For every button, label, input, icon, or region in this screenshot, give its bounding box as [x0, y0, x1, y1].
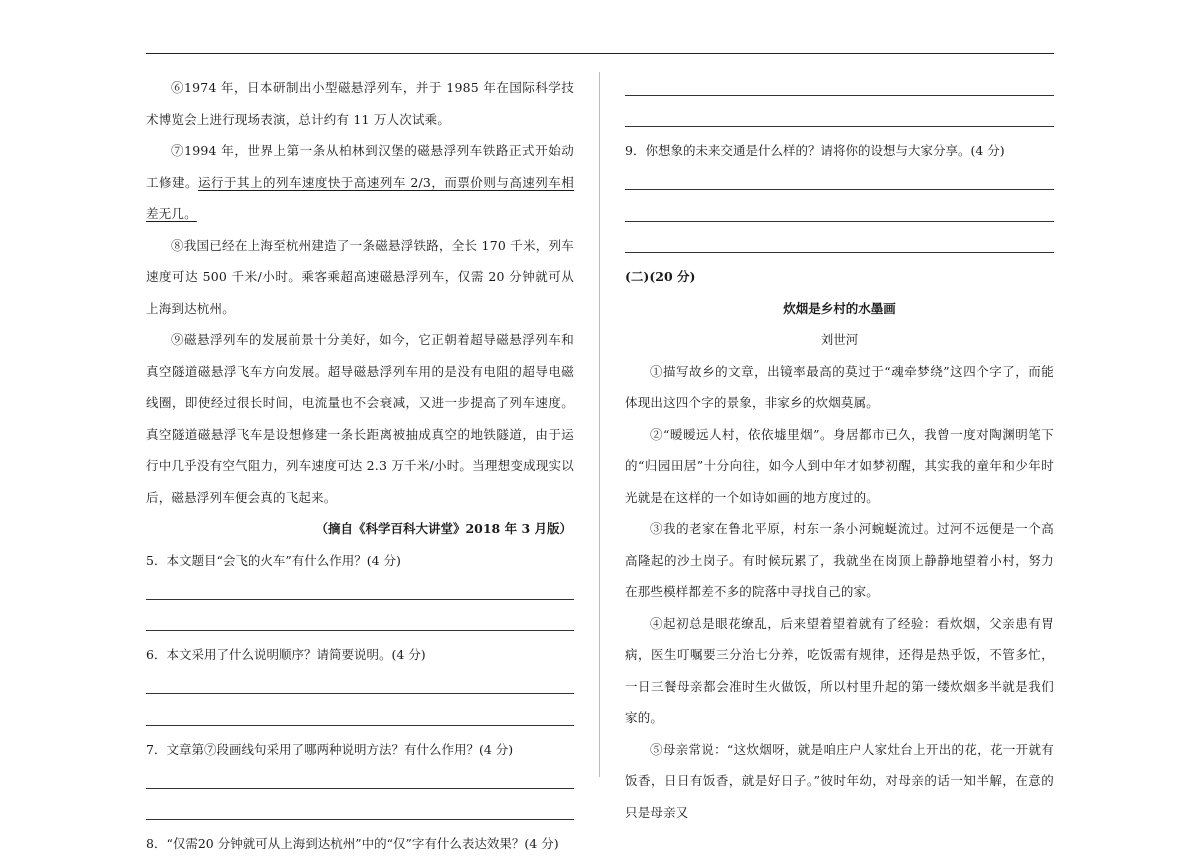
- answer-line[interactable]: [146, 576, 574, 608]
- question-9: 9．你想象的未来交通是什么样的？请将你的设想与大家分享。(4 分): [625, 143, 1005, 158]
- column-divider: [599, 72, 600, 777]
- answer-line[interactable]: [146, 765, 574, 797]
- underlined-sentence: 运行于其上的列车速度快于高速列车 2/3，而票价则与高速列车相差无几。: [146, 174, 574, 221]
- section-heading: (二)(20 分): [625, 269, 696, 284]
- question-6: 6．本文采用了什么说明顺序？请简要说明。(4 分): [146, 647, 426, 662]
- source-citation: （摘自《科学百科大讲堂》2018 年 3 月版）: [315, 521, 572, 536]
- essay-paragraph-1: ①描写故乡的文章，出镜率最高的莫过于“魂牵梦绕”这四个字了，而能体现出这四个字的景象，非家乡的炊烟莫属。: [625, 363, 1054, 410]
- question-7: 7．文章第⑦段画线句采用了哪两种说明方法？有什么作用？(4 分): [146, 741, 514, 757]
- essay-paragraph-2: ②“暧暧远人村，依依墟里烟”。身居都市已久，我曾一度对陶渊明笔下的“归园田居”十分向往，如今人到中年才如梦初醒，其实我的童年和少年时光就是在这样的一个如诗如画的地方度过的。: [625, 426, 1054, 505]
- answer-line[interactable]: [146, 608, 574, 640]
- answer-line[interactable]: [625, 72, 1054, 104]
- question-8: 8．“仅需20 分钟就可从上海到达杭州”中的“仅”字有什么表达效果？(4 分): [146, 836, 559, 851]
- answer-line[interactable]: [625, 230, 1054, 262]
- paragraph-8: ⑧我国已经在上海至杭州建造了一条磁悬浮铁路，全长 170 千米，列车速度可达 500 千米/小时。乘客乘超高速磁悬浮列车，仅需 20 分钟就可从上海到达杭州。: [146, 237, 574, 316]
- paragraph-7-lead: ⑦1994 年，世界上第一条从柏林到汉堡的磁悬浮列车铁路正式开始动工修建。: [146, 143, 574, 190]
- answer-line[interactable]: [625, 167, 1054, 199]
- paragraph-7: [146, 135, 574, 230]
- essay-paragraph-3: ③我的老家在鲁北平原，村东一条小河蜿蜒流过。过河不远便是一个高高隆起的沙土岗子。有时候玩累了，我就坐在岗顶上静静地望着小村，努力在那些模样都差不多的院落中寻找自己的家。: [625, 521, 1054, 599]
- question-5: 5．本文题目“会飞的火车”有什么作用？(4 分): [146, 552, 401, 568]
- answer-line[interactable]: [625, 104, 1054, 136]
- answer-line[interactable]: [625, 198, 1054, 230]
- paragraph-9: ⑨磁悬浮列车的发展前景十分美好，如今，它正朝着超导磁悬浮列车和真空隧道磁悬浮飞车方向发展。超导磁悬浮列车用的是没有电阻的超导电磁线圈，即使经过很长时间，电流量也不会衰减，又进一步提高了列车速度。真空隧道磁悬浮飞车是设想修建一条长距离被抽成真空的地铁隧道，由于运行中几乎没有空气阻力，列车速度可达 2.3 万千米/小时。当理想变成现实以后，磁悬浮列车便会真的飞起来。: [146, 332, 574, 505]
- essay-paragraph-5: ⑤母亲常说：“这炊烟呀，就是咱庄户人家灶台上开出的花，花一开就有饭香，日日有饭香，就是好日子。”彼时年幼，对母亲的话一知半解，在意的只是母亲又: [625, 741, 1054, 820]
- essay-paragraph-4: ④起初总是眼花缭乱，后来望着望着就有了经验：看炊烟，父亲患有胃病，医生叮嘱要三分治七分养，吃饭需有规律，还得是热乎饭，不管多忙，一日三餐母亲都会准时生火做饭，所以村里升起的第一缕炊烟多半就是我们家的。: [625, 615, 1054, 725]
- essay-author: 刘世河: [820, 332, 859, 347]
- answer-line[interactable]: [146, 671, 574, 703]
- essay-title: 炊烟是乡村的水墨画: [783, 300, 896, 316]
- header-rule: [146, 53, 1054, 54]
- answer-line[interactable]: [146, 797, 574, 829]
- left-column: [146, 72, 574, 860]
- answer-line[interactable]: [146, 702, 574, 734]
- paragraph-6: ⑥1974 年，日本研制出小型磁悬浮列车，并于 1985 年在国际科学技术博览会上进行现场表演，总计约有 11 万人次试乘。: [146, 80, 574, 127]
- right-column: [625, 72, 1054, 828]
